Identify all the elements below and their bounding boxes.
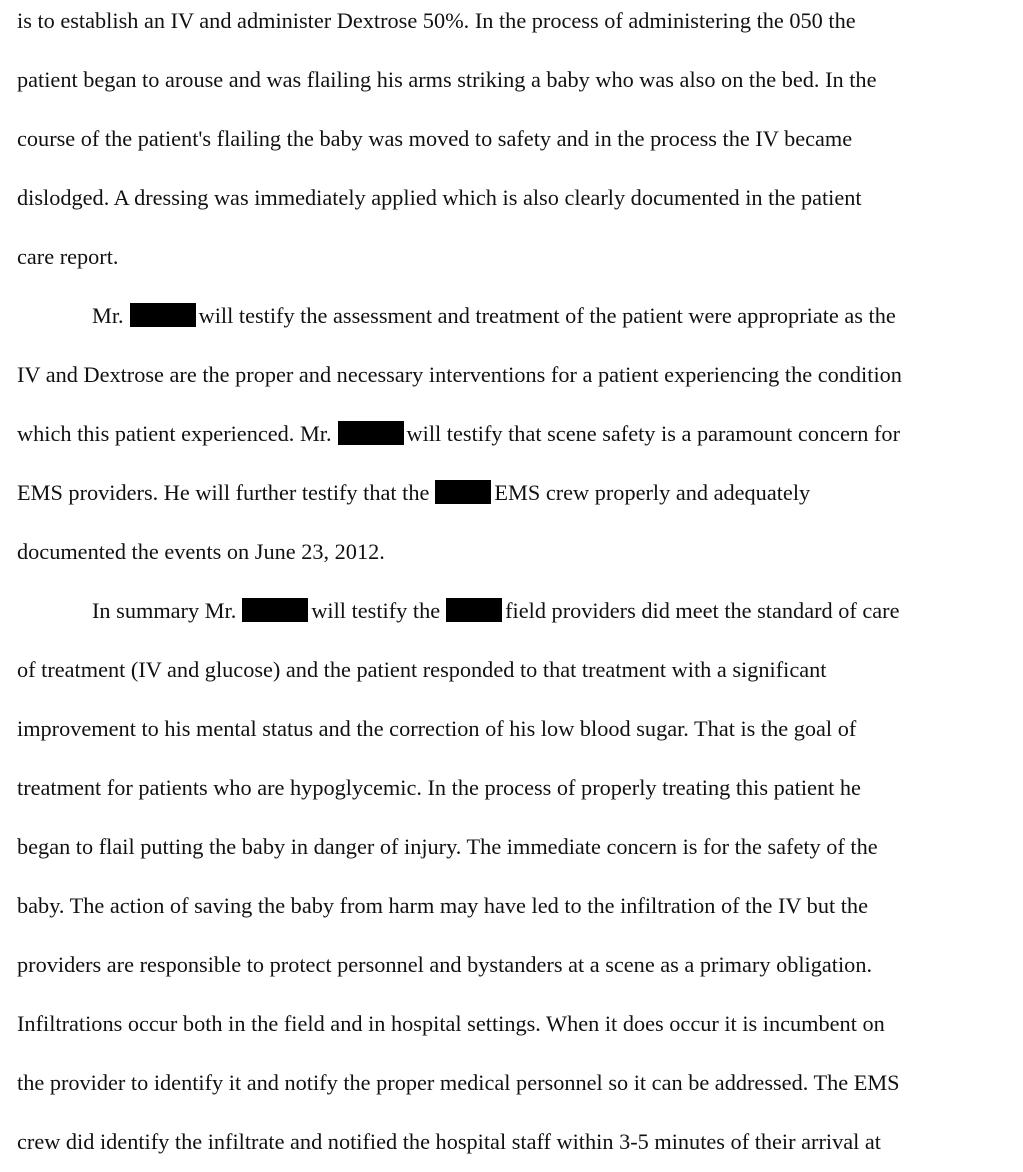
body-line-18: Infiltrations occur both in the field and in hospital settings. When it does occur it is incumbent on <box>17 1011 885 1036</box>
line-9-text-before-redaction: EMS providers. He will further testify that the <box>17 480 430 505</box>
body-line-4: dislodged. A dressing was immediately applied which is also clearly documented in the patient <box>17 185 862 210</box>
body-line-14: treatment for patients who are hypoglycemic. In the process of properly treating this patient he <box>17 775 861 800</box>
body-line-9 <box>17 478 1017 508</box>
body-line-20: crew did identify the infiltrate and notified the hospital staff within 3-5 minutes of their arrival at <box>17 1129 881 1154</box>
body-line-1: is to establish an IV and administer Dextrose 50%. In the process of administering the 050 the <box>17 8 856 33</box>
line-6-text-before-redaction: Mr. <box>92 303 124 328</box>
body-line-12: of treatment (IV and glucose) and the patient responded to that treatment with a significant <box>17 657 827 682</box>
body-line-15: began to flail putting the baby in danger of injury. The immediate concern is for the safety of the <box>17 834 878 859</box>
redaction-box <box>435 480 491 504</box>
body-line-19: the provider to identify it and notify the proper medical personnel so it can be addressed. The EMS <box>17 1070 900 1095</box>
line-11-text-between-redactions: will testify the <box>311 598 441 623</box>
redaction-box <box>338 421 404 445</box>
body-line-10: documented the events on June 23, 2012. <box>17 539 385 564</box>
body-line-13: improvement to his mental status and the correction of his low blood sugar. That is the goal of <box>17 716 857 741</box>
redaction-box <box>130 303 196 327</box>
line-11-text-after-redaction: field providers did meet the standard of care <box>505 598 900 623</box>
body-line-16: baby. The action of saving the baby from harm may have led to the infiltration of the IV but the <box>17 893 868 918</box>
line-8-text-after-redaction: will testify that scene safety is a paramount concern for <box>406 421 900 446</box>
body-line-5: care report. <box>17 244 119 269</box>
body-line-6 <box>92 301 1017 331</box>
body-line-2: patient began to arouse and was flailing his arms striking a baby who was also on the bed. In the <box>17 67 877 92</box>
line-11-text-before-redaction: In summary Mr. <box>92 598 237 623</box>
body-line-17: providers are responsible to protect personnel and bystanders at a scene as a primary obligation. <box>17 952 873 977</box>
line-6-text-after-redaction: will testify the assessment and treatment of the patient were appropriate as the <box>198 303 896 328</box>
body-line-7: IV and Dextrose are the proper and necessary interventions for a patient experiencing the condition <box>17 362 902 387</box>
line-8-text-before-redaction: which this patient experienced. Mr. <box>17 421 332 446</box>
body-line-11 <box>92 596 1017 626</box>
body-line-3: course of the patient's flailing the baby was moved to safety and in the process the IV became <box>17 126 853 151</box>
redaction-box <box>446 598 502 622</box>
line-9-text-after-redaction: EMS crew properly and adequately <box>494 480 811 505</box>
body-line-8 <box>17 419 1017 449</box>
redaction-box <box>242 598 308 622</box>
